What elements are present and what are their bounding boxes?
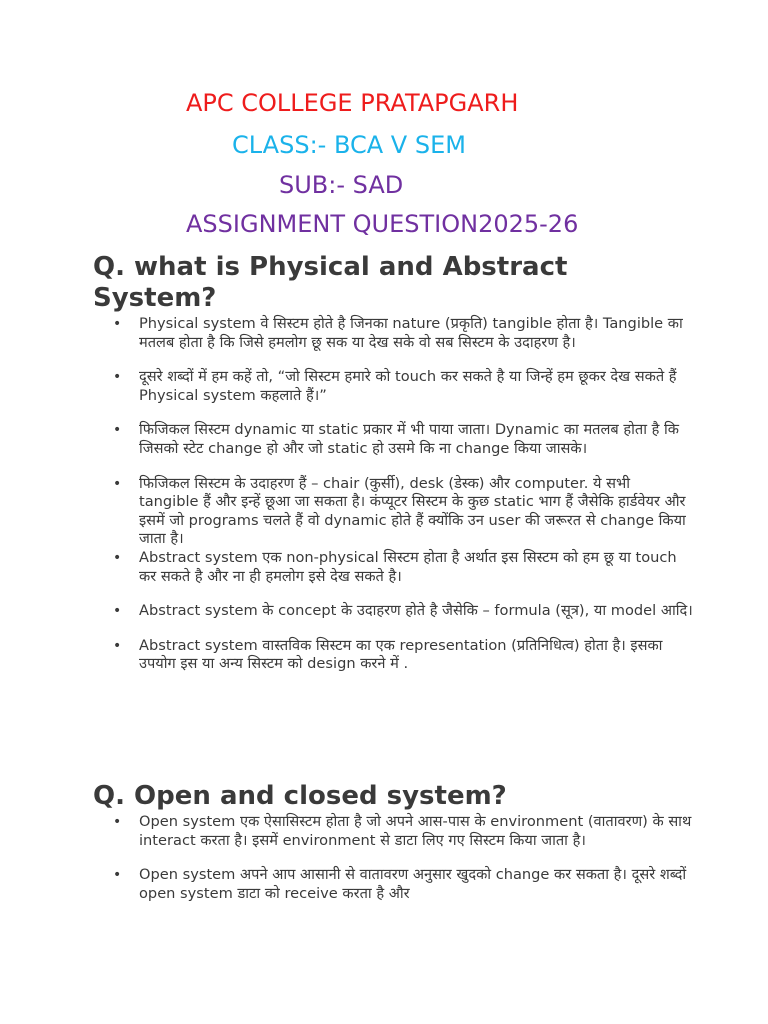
subject-label: SUB:- SAD [279,171,404,199]
item-text: Abstract system एक non-physical सिस्टम होता है अर्थात इस सिस्टम को हम छू या touch कर सकते है और ना ही हमलोग इसे देख सकते है। [139,548,677,585]
item-text: दूसरे शब्दों में हम कहें तो, “जो सिस्टम हमारे को touch कर सकते है या जिन्हें हम छूकर देख सकते हैं Physical system कहलाते हैं।” [139,368,677,404]
list-item [93,421,693,458]
list-item [93,637,693,674]
list-item [93,602,693,621]
list-item [93,813,693,850]
bullet-dot-icon: • [113,814,122,830]
college-name: APC COLLEGE PRATAPGARH [186,89,519,117]
class-label: CLASS:- BCA V SEM [232,131,466,159]
item-text: फिजिकल सिस्टम के उदाहरण हैं – chair (कुर्सी), desk (डेस्क) और computer. ये सभी tangible हैं और इन्हें छूआ जा सकता है। कंप्यूटर सिस्टम के कुछ static भाग हैं जैसेकि हार्डवेयर और इसमें जो programs चलते हैं वो dynamic होते हैं क्योंकि उन user की जरूरत से change किया जाता है। [139,474,686,548]
bullet-dot-icon: • [113,316,122,332]
list-item [93,866,693,903]
item-text: Physical system वे सिस्टम होते है जिनका nature (प्रकृति) tangible होता है। Tangible का मतलब होता है कि जिसे हमलोग छू सक या देख सके वो सब सिस्टम के उदाहरण है। [139,315,683,351]
list-item [93,475,693,549]
bullet-dot-icon: • [113,603,122,620]
bullet-dot-icon: • [113,867,122,884]
assignment-title: ASSIGNMENT QUESTION2025-26 [186,210,579,238]
list-item [93,315,693,352]
bullet-dot-icon: • [113,422,122,439]
question-heading: Q. what is Physical and Abstract System? [93,252,568,313]
item-text: Open system अपने आप आसानी से वातावरण अनुसार खुदको change कर सकता है। दूसरे शब्दों open system डाटा को receive करता है और [139,866,687,902]
question-heading: Q. Open and closed system? [93,781,507,811]
bullet-dot-icon: • [113,369,122,386]
bullet-dot-icon: • [113,549,122,566]
answer-list [93,813,693,919]
list-item [93,368,693,405]
bullet-dot-icon: • [113,475,122,492]
item-text: फिजिकल सिस्टम dynamic या static प्रकार में भी पाया जाता। Dynamic का मतलब होता है कि जिसको स्टेट change हो और जो static हो उसमे कि ना change किया जासके। [139,421,679,457]
bullet-dot-icon: • [113,637,122,654]
item-text: Abstract system वास्तविक सिस्टम का एक representation (प्रतिनिधित्व) होता है। इसका उपयोग इस या अन्य सिस्टम को design करने में . [139,636,663,673]
list-item [93,549,693,586]
answer-list [93,315,693,690]
item-text: Abstract system के concept के उदाहरण होते है जैसेकि – formula (सूत्र), या model आदि। [139,602,693,620]
item-text: Open system एक ऐसासिस्टम होता है जो अपने आस-पास के environment (वातावरण) के साथ interact करता है। इसमें environment से डाटा लिए गए सिस्टम किया जाता है। [139,813,692,849]
